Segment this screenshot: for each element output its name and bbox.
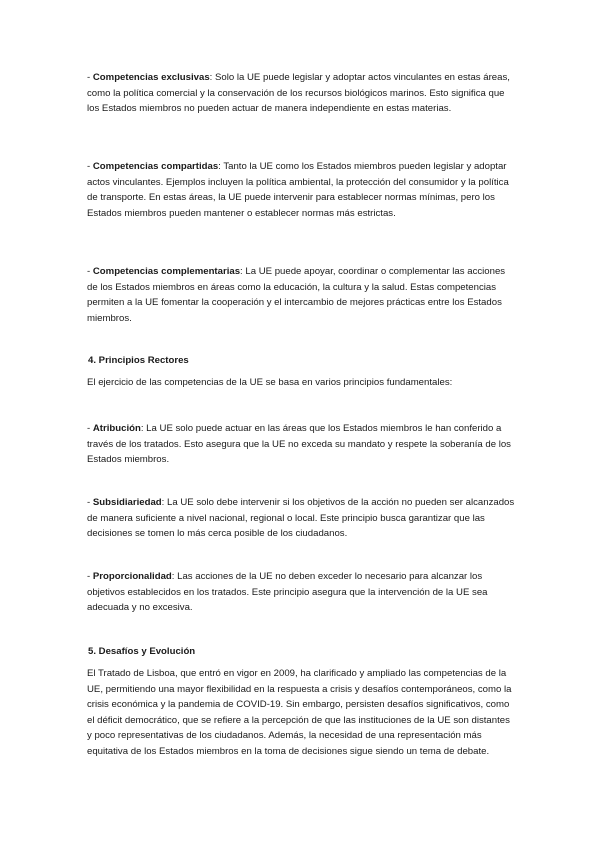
item-proporcionalidad [87,569,517,616]
item-subsidiariedad [87,495,517,542]
item-term: Proporcionalidad [92,571,172,582]
item-prefix: - [87,497,93,508]
item-competencias-compartidas [87,159,517,221]
body-text: El Tratado de Lisboa, que entró en vigor en 2009, ha clarificado y ampliado las competencias de la UE, permitiendo una mayor flexibilidad en la respuesta a crisis y desafíos contemporáneos, como la crisis económica y la pandemia de COVID-19. Sin embargo, persisten desafíos significativos, como el déficit democrático, que se refiere a la percepción de que las instituciones de la UE son distantes y poco representativas de los ciudadanos. Además, la necesidad de una representación más equitativa de los Estados miembros en la toma de decisiones sigue siendo un tema de debate. [87,668,512,757]
item-competencias-exclusivas [87,70,517,117]
section-4-heading: 4. Principios Rectores [88,355,189,366]
item-text: : La UE solo puede actuar en las áreas que los Estados miembros le han conferido a través de los tratados. Esto asegura que la UE no exceda su mandato y respete la soberanía de los Estados miembros. [87,423,511,466]
section-4-intro [87,375,517,391]
item-atribucion [87,421,517,468]
item-term: Subsidiariedad [92,497,162,508]
item-text: : Las acciones de la UE no deben exceder lo necesario para alcanzar los objetivos establecidos en los tratados. Este principio asegura que la intervención de la UE sea adecuada y no excesiva. [87,571,488,614]
item-text: : La UE solo debe intervenir si los objetivos de la acción no pueden ser alcanzados de manera suficiente a nivel nacional, regional o local. Este principio busca garantizar que las decisiones se tomen lo más cerca posible de los ciudadanos. [87,497,515,540]
section-5-body [87,666,517,760]
item-term: Competencias compartidas [92,161,219,172]
item-prefix: - [87,72,93,83]
item-prefix: - [87,161,93,172]
item-text: : Tanto la UE como los Estados miembros pueden legislar y adoptar actos vinculantes. Ejemplos incluyen la política ambiental, la protección del consumidor y la política de transporte. En estas áreas, la UE puede intervenir para establecer normas mínimas, pero los Estados miembros pueden mantener o establecer normas más estrictas. [87,161,509,219]
item-text: : La UE puede apoyar, coordinar o complementar las acciones de los Estados miembros en áreas como la educación, la cultura y la salud. Estas competencias permiten a la UE fomentar la cooperación y el intercambio de mejores prácticas entre los Estados miembros. [87,266,506,324]
item-competencias-complementarias [87,264,517,326]
section-5-heading: 5. Desafíos y Evolución [88,646,196,657]
intro-text: El ejercicio de las competencias de la UE se basa en varios principios fundamentales: [87,377,453,388]
item-prefix: - [87,266,93,277]
item-prefix: - [87,423,93,434]
item-term: Competencias complementarias [92,266,241,277]
item-prefix: - [87,571,93,582]
item-term: Atribución [92,423,141,434]
item-term: Competencias exclusivas [92,72,210,83]
item-text: : Solo la UE puede legislar y adoptar actos vinculantes en estas áreas, como la política comercial y la conservación de los recursos biológicos marinos. Esto significa que los Estados miembros no pueden actuar de manera independiente en estas materias. [87,72,510,115]
